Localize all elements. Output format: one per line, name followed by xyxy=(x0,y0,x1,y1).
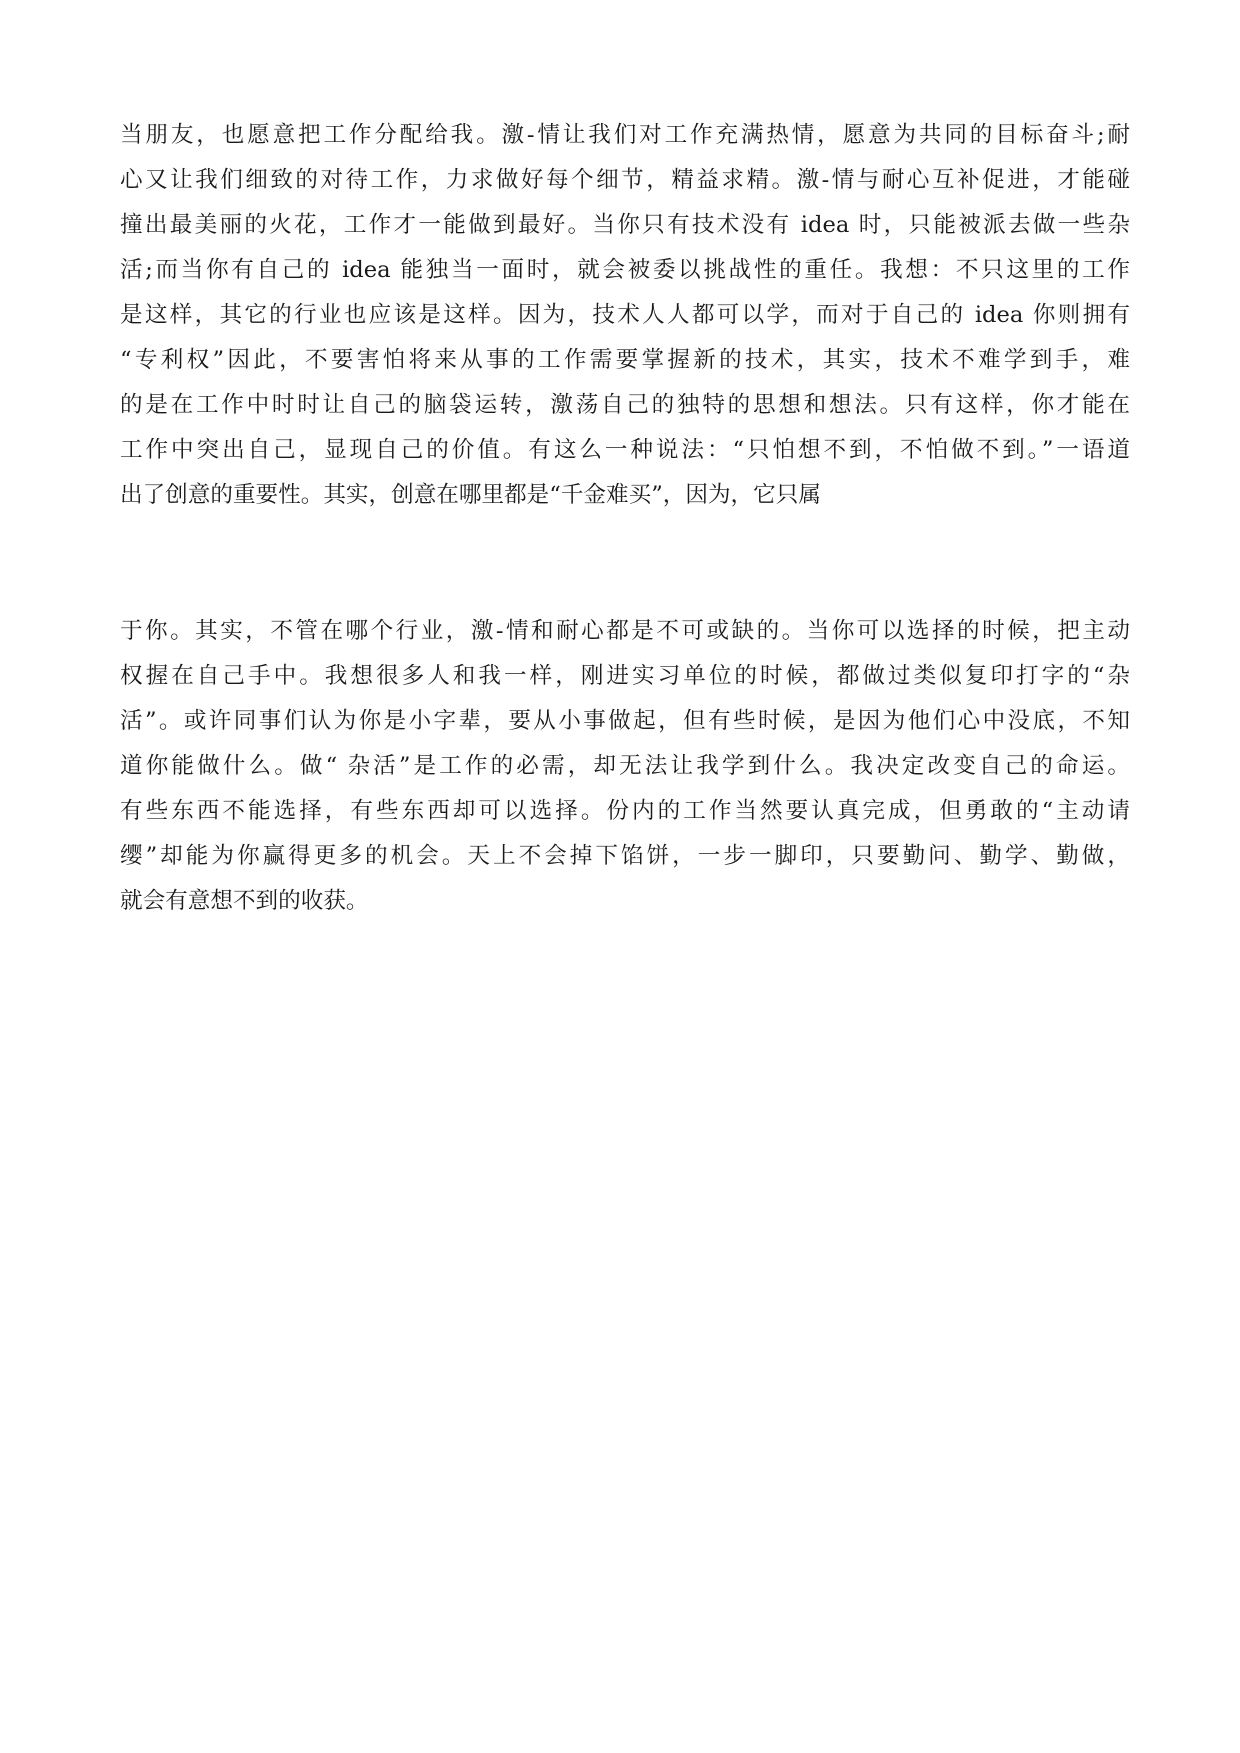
text-line: 于你。其实，不管在哪个行业，激-情和耐心都是不可或缺的。当你可以选择的时候，把主动 xyxy=(120,618,1130,644)
text-line: 道你能做什么。做“ 杂活”是工作的必需，却无法让我学到什么。我决定改变自己的命运。 xyxy=(120,753,1130,779)
text-line: 的是在工作中时时让自己的脑袋运转，激荡自己的独特的思想和想法。只有这样，你才能在 xyxy=(120,392,1130,418)
text-line: 当朋友，也愿意把工作分配给我。激-情让我们对工作充满热情，愿意为共同的目标奋斗;耐 xyxy=(120,122,1130,148)
paragraph-1 xyxy=(120,113,1130,518)
text-line: 活”。或许同事们认为你是小字辈，要从小事做起，但有些时候，是因为他们心中没底，不知 xyxy=(120,708,1130,734)
text-line: 就会有意想不到的收获。 xyxy=(120,888,369,914)
text-line: 活;而当你有自己的 idea 能独当一面时，就会被委以挑战性的重任。我想：不只这里的工作 xyxy=(120,257,1130,283)
text-line: 有些东西不能选择，有些东西却可以选择。份内的工作当然要认真完成，但勇敢的“主动请 xyxy=(120,798,1130,824)
text-line: 工作中突出自己，显现自己的价值。有这么一种说法：“只怕想不到，不怕做不到。”一语道 xyxy=(120,437,1130,463)
text-line: “专利权”因此，不要害怕将来从事的工作需要掌握新的技术，其实，技术不难学到手，难 xyxy=(120,347,1130,373)
paragraph-2 xyxy=(120,609,1130,924)
text-line: 是这样，其它的行业也应该是这样。因为，技术人人都可以学，而对于自己的 idea 你则拥有 xyxy=(120,302,1130,328)
text-line: 出了创意的重要性。其实，创意在哪里都是“千金难买”，因为，它只属 xyxy=(120,482,821,508)
text-line: 撞出最美丽的火花，工作才一能做到最好。当你只有技术没有 idea 时，只能被派去做一些杂 xyxy=(120,212,1130,238)
text-line: 缨”却能为你赢得更多的机会。天上不会掉下馅饼，一步一脚印，只要勤问、勤学、勤做， xyxy=(120,843,1130,869)
text-line: 心又让我们细致的对待工作，力求做好每个细节，精益求精。激-情与耐心互补促进，才能碰 xyxy=(120,167,1130,193)
text-line: 权握在自己手中。我想很多人和我一样，刚进实习单位的时候，都做过类似复印打字的“杂 xyxy=(120,663,1130,689)
